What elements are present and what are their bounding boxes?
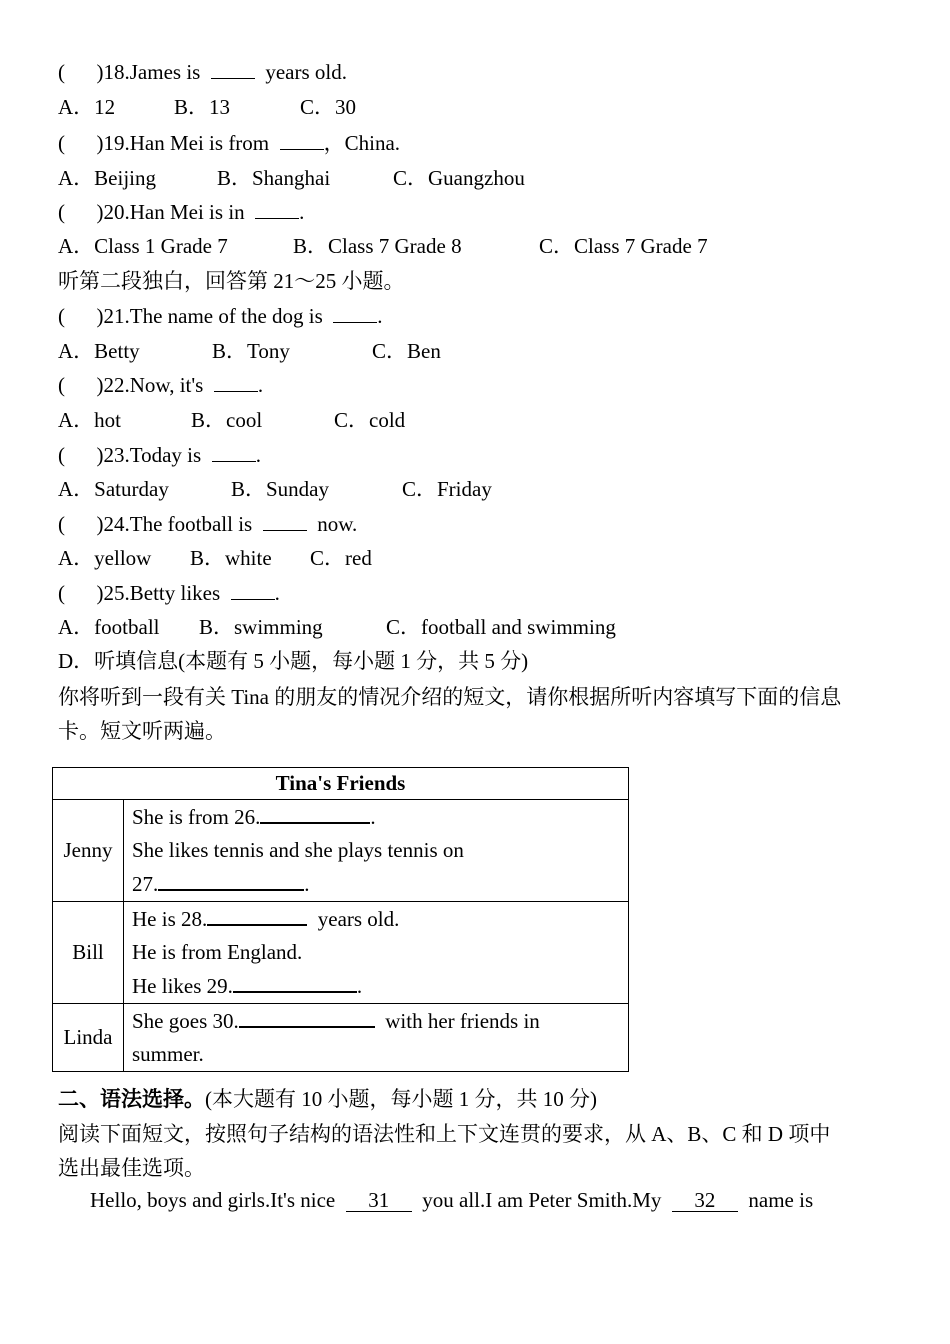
option-c: C．30 <box>300 95 357 119</box>
option-b: B．Sunday <box>231 477 330 501</box>
option-a: A．Class 1 Grade 7 <box>58 234 228 258</box>
option-c: C．red <box>310 546 372 570</box>
option-b: B．Shanghai <box>217 166 331 190</box>
option-b: B．Class 7 Grade 8 <box>293 234 462 258</box>
info-card-table <box>52 767 629 1072</box>
question-24: ( )24.The football is now. <box>58 512 358 536</box>
option-a: A．Beijing <box>58 166 156 190</box>
blank-26[interactable] <box>260 800 370 824</box>
option-b: B．13 <box>174 95 231 119</box>
option-b: B．Tony <box>212 339 290 363</box>
option-a: A．Betty <box>58 339 140 363</box>
section-intro: 听第二段独白，回答第 21～25 小题。 <box>58 269 405 293</box>
option-b: B．white <box>190 546 272 570</box>
answer-blank[interactable] <box>211 58 255 79</box>
blank-29[interactable] <box>233 969 357 993</box>
grammar-instructions: 阅读下面短文，按照句子结构的语法性和上下文连贯的要求，从 A、B、C 和 D 项中 <box>58 1122 831 1146</box>
part-d-heading: D．听填信息(本题有 5 小题，每小题 1 分，共 5 分) <box>58 649 529 673</box>
row-label-linda: Linda <box>53 1004 124 1072</box>
table-title: Tina's Friends <box>53 768 629 800</box>
option-c: C．football and swimming <box>386 615 616 639</box>
question-22: ( )22.Now, it's . <box>58 373 264 397</box>
blank-27[interactable] <box>158 867 304 891</box>
grammar-heading: 二、语法选择。(本大题有 10 小题，每小题 1 分，共 10 分) <box>58 1087 597 1111</box>
part-d-instructions-cont: 卡。短文听两遍。 <box>58 719 226 743</box>
row-bill: He is 28. years old. He is from England. He likes 29. . <box>124 902 629 1004</box>
answer-blank[interactable] <box>231 579 275 600</box>
answer-blank[interactable] <box>255 198 299 219</box>
answer-blank[interactable] <box>263 510 307 531</box>
row-label-jenny: Jenny <box>53 800 124 902</box>
answer-blank[interactable] <box>212 441 256 462</box>
blank-28[interactable] <box>207 902 307 926</box>
option-b: B．cool <box>191 408 263 432</box>
option-a: A．12 <box>58 95 116 119</box>
question-20: ( )20.Han Mei is in . <box>58 200 305 224</box>
option-a: A．football <box>58 615 160 639</box>
question-21: ( )21.The name of the dog is . <box>58 304 383 328</box>
passage-line: Hello, boys and girls.It's nice 31 you all.I am Peter Smith.My 32 name is <box>90 1188 814 1212</box>
question-25: ( )25.Betty likes . <box>58 581 280 605</box>
row-label-bill: Bill <box>53 902 124 1004</box>
option-a: A．hot <box>58 408 121 432</box>
grammar-instructions-cont: 选出最佳选项。 <box>58 1156 205 1180</box>
option-c: C．Friday <box>402 477 492 501</box>
blank-30[interactable] <box>239 1004 375 1028</box>
option-c: C．Guangzhou <box>393 166 525 190</box>
option-b: B．swimming <box>199 615 323 639</box>
row-linda: She goes 30. with her friends in summer. <box>124 1004 629 1072</box>
option-a: A．Saturday <box>58 477 169 501</box>
option-a: A．yellow <box>58 546 152 570</box>
part-d-instructions: 你将听到一段有关 Tina 的朋友的情况介绍的短文，请你根据所听内容填写下面的信息 <box>58 685 842 709</box>
question-19: ( )19.Han Mei is from ，China. <box>58 131 401 155</box>
option-c: C．Class 7 Grade 7 <box>539 234 708 258</box>
option-c: C．cold <box>334 408 406 432</box>
option-c: C．Ben <box>372 339 441 363</box>
answer-blank[interactable] <box>280 129 324 150</box>
question-23: ( )23.Today is . <box>58 443 261 467</box>
blank-31[interactable]: 31 <box>346 1189 412 1212</box>
row-jenny: She is from 26. . She likes tennis and she plays tennis on 27. . <box>124 800 629 902</box>
answer-blank[interactable] <box>333 302 377 323</box>
blank-32[interactable]: 32 <box>672 1189 738 1212</box>
question-18: ( )18.James is years old. <box>58 60 347 84</box>
answer-blank[interactable] <box>214 371 258 392</box>
